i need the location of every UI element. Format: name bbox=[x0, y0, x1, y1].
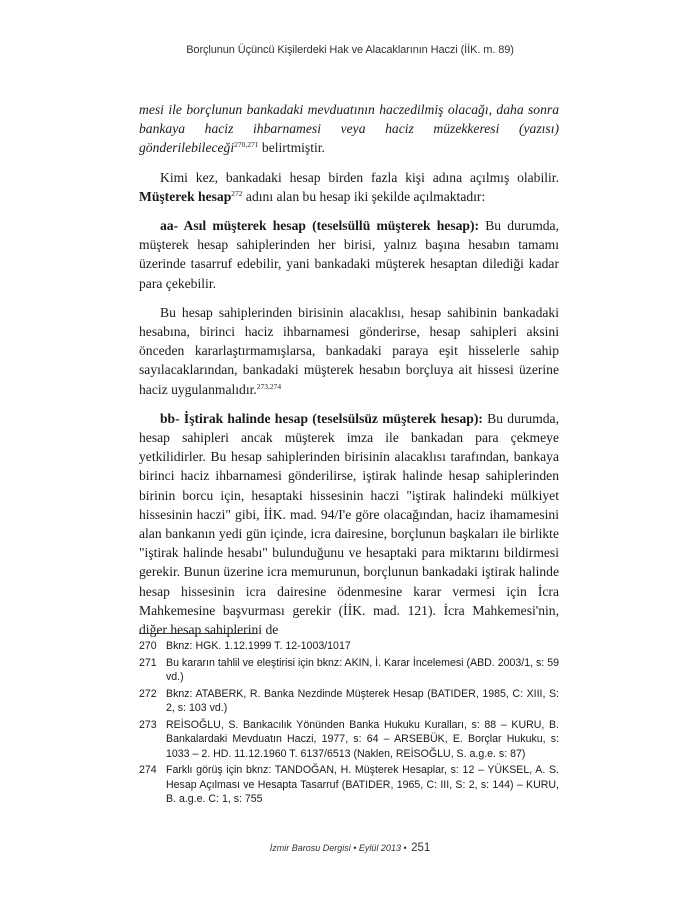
paragraph-aa bbox=[139, 216, 559, 293]
subheading-bb: bb- İştirak halinde hesap (teselsülsüz müşterek hesap): bbox=[160, 410, 483, 426]
footnote-item bbox=[139, 718, 559, 762]
paragraph-text: Bu durumda, müşterek hesap sahiplerinden her birisi, yalnız başına hesabın tamamı üzerinde tasarruf edebilir, yani bankadaki müşterek hesaptan dilediği kadar para çekebilir. bbox=[139, 218, 559, 291]
footnote-text: REİSOĞLU, S. Bankacılık Yönünden Banka Hukuku Kuralları, s: 88 – KURU, B. Bankalardaki Mevduatın Haczi, 1977, s: 64 – ARSEBÜK, E. Borçlar Hukuku, s: 1033 – 2. HD. 11.12.1960 T. 6137/6513 (Naklen, REİSOĞLU, S. a.g.e. s: 87) bbox=[166, 718, 559, 760]
footnote-text: Bu kararın tahlil ve eleştirisi için bknz: AKIN, İ. Karar İncelemesi (ABD. 2003/1, s: 59 vd.) bbox=[166, 656, 559, 683]
footnote-item bbox=[139, 687, 559, 716]
footnote-item bbox=[139, 763, 559, 807]
footnote-ref[interactable]: 273,274 bbox=[256, 381, 282, 391]
footnote-item bbox=[139, 656, 559, 685]
paragraph-text: belirtmiştir. bbox=[258, 140, 325, 156]
subheading-aa: aa- Asıl müşterek hesap (teselsüllü müşterek hesap): bbox=[160, 218, 480, 234]
paragraph-text: adını alan bu hesap iki şekilde açılmaktadır: bbox=[242, 188, 486, 204]
page-number: 251 bbox=[411, 842, 431, 854]
paragraph-bb bbox=[139, 409, 559, 639]
journal-name: İzmir Barosu Dergisi • Eylül 2013 • bbox=[269, 843, 407, 853]
paragraph-creditor bbox=[139, 303, 559, 399]
footnote-text: Bknz: ATABERK, R. Banka Nezdinde Müşterek Hesap (BATIDER, 1985, C: XIII, S: 2, s: 103 vd.) bbox=[166, 687, 559, 714]
footnote-text: Bknz: HGK. 1.12.1999 T. 12-1003/1017 bbox=[166, 640, 351, 652]
paragraph-joint-account bbox=[139, 168, 559, 206]
term-bold: Müşterek hesap bbox=[139, 188, 232, 204]
paragraph-text: Bu hesap sahiplerinden birisinin alacaklısı, hesap sahibinin bankadaki hesabına, birinci haciz ihbarnamesi gönderirse, hesap sahipleri aksini önceden kararlaştırmamışlarsa, bankadaki paraya eşit hisselerle sahip sayılacaklarından, bankadaki müşterek hesabın borçluya ait hissesi üzerine haciz uygulanmalıdır. bbox=[139, 304, 559, 397]
footnote-number: 272 bbox=[139, 687, 157, 700]
paragraph-continuation bbox=[139, 100, 559, 158]
footnote-text: Farklı görüş için bknz: TANDOĞAN, H. Müşterek Hesaplar, s: 12 – YÜKSEL, A. S. Hesap Açılması ve Hesapta Tasarruf (BATIDER, 1965, C: III, S: 2, s: 144) – KURU, B. a.g.e. C: 1, s: 755 bbox=[166, 764, 559, 805]
footnote-divider bbox=[139, 633, 257, 634]
body-text bbox=[139, 100, 559, 649]
footnote-number: 274 bbox=[139, 764, 157, 776]
running-head: Borçlunun Üçüncü Kişilerdeki Hak ve Alacaklarının Haczi (İİK. m. 89) bbox=[186, 44, 514, 56]
footnote-number: 273 bbox=[139, 718, 157, 731]
quoted-text: mesi ile borçlunun bankadaki mevduatının haczedilmiş olacağı, daha sonra bankaya haciz ihbarnamesi veya haciz müzekkeresi (yazısı) gönderilebileceği bbox=[139, 102, 559, 156]
footnote-ref[interactable]: 272 bbox=[231, 188, 243, 198]
page-footer bbox=[0, 838, 700, 856]
footnotes bbox=[139, 639, 559, 809]
footnote-number: 271 bbox=[139, 656, 157, 669]
footnote-ref[interactable]: 270,271 bbox=[234, 140, 259, 150]
footnote-item bbox=[139, 639, 559, 654]
paragraph-text: Bu durumda, hesap sahipleri ancak müşterek imza ile bankadan para çekmeye yetkilidirler. Bu hesap sahiplerinden birisinin alacaklısı tarafından, bankaya birinci haciz ihbarnamesi gönderilirse, iştirak halinde hesap sahiplerinden birinin borcu için, hesaptaki hissesinin haczi "iştirak halindeki mülkiyet hissesinin haczi" gibi, İİK. mad. 94/I'e göre olacağından, haciz ihamamesini alan bankanın yedi gün içinde, icra dairesine, borçlunun başkaları ile birlikte "iştirak halinde hesabı" bulunduğunu ve hesaptaki para miktarını bildirmesi gerekir. Bunun üzerine icra memurunun, borçlunun bankadaki iştirak halinde hesap hissesinin icra dairesine ödenmesine karar vermesi için İcra Mahkemesine başvurması gerekir (İİK. mad. 121). İcra Mahkemesi'nin, diğer hesap sahiplerini de bbox=[139, 410, 559, 638]
footnote-number: 270 bbox=[139, 640, 157, 652]
paragraph-text: Kimi kez, bankadaki hesap birden fazla kişi adına açılmış olabilir. bbox=[160, 169, 559, 185]
